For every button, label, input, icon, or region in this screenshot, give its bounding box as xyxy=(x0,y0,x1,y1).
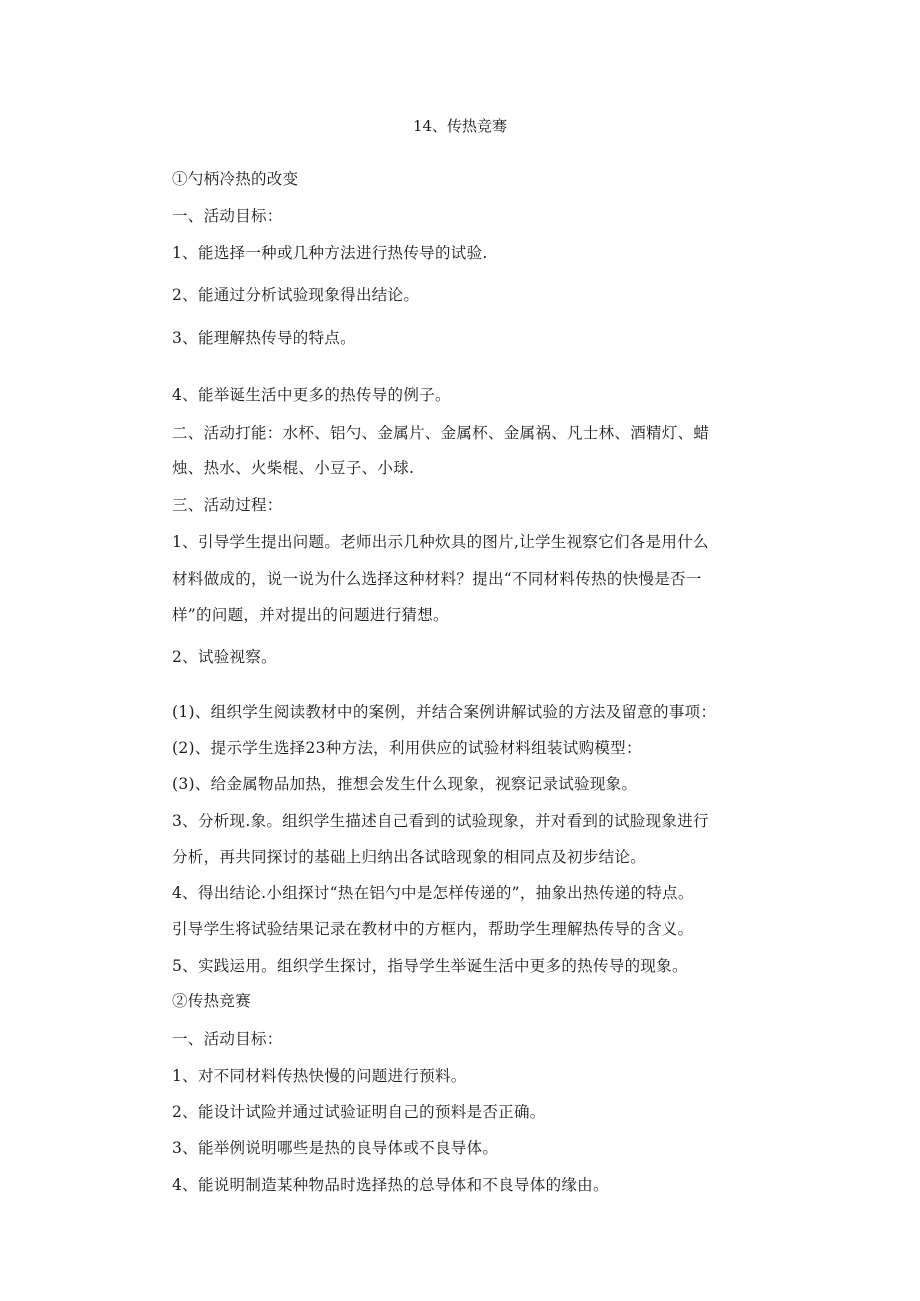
paragraph-line: 3、分析现.象。组织学生描述自己看到的试验现象，并对看到的试脸现象进行 xyxy=(172,812,709,830)
section-heading: ②传热竞赛 xyxy=(172,992,252,1010)
paragraph-line: 引导学生将试验结果记录在教材中的方框内，帮助学生理解热传导的含义。 xyxy=(172,920,694,938)
paragraph-line: 3、能举例说明哪些是热的良导体或不良导体。 xyxy=(172,1139,499,1157)
paragraph-line: 1、引导学生提出问题。老师出示几种炊具的图片,让学生视察它们各是用什么 xyxy=(172,533,709,551)
paragraph-line: 4、能说明制造某种物品时选择热的总导体和不良导体的缘由。 xyxy=(172,1176,609,1194)
paragraph-line: 2、能设计试险并通过试验证明自己的预料是否正确。 xyxy=(172,1103,546,1121)
paragraph-line: 4、得出结论.小组探讨“热在铝勺中是怎样传递的”，抽象出热传递的特点。 xyxy=(172,884,694,902)
document-title: 14、传热竞骞 xyxy=(412,117,508,135)
paragraph-line: 3、能理解热传导的特点。 xyxy=(172,329,356,347)
subheading: 一、活动目标： xyxy=(172,207,283,225)
paragraph-line: 二、活动打能：水杯、铝勺、金属片、金属杯、金属祸、凡士林、酒精灯、蜡 xyxy=(172,424,710,442)
paragraph-line: 2、能通过分析试验现象得出结论。 xyxy=(172,286,420,304)
paragraph-line: (3)、给金属物品加热，推想会发生什么现象，视察记录试验现象。 xyxy=(172,775,638,793)
paragraph-line: 材料做成的，说一说为什么选择这种材料？提出“不同材料传热的快慢是否一 xyxy=(172,570,702,588)
subheading: 一、活动目标： xyxy=(172,1030,283,1048)
paragraph-line: (1)、组织学生阅读教材中的案例，并结合案例讲解试验的方法及留意的事项： xyxy=(172,703,717,721)
paragraph-line: 1、能选择一种或几种方法进行热传导的试验. xyxy=(172,244,488,262)
paragraph-line: 烛、热水、火柴棍、小豆子、小球. xyxy=(172,459,415,477)
paragraph-line: 5、实践运用。组织学生探讨，指导学生举诞生活中更多的热传导的现象。 xyxy=(172,957,688,975)
paragraph-line: 样”的问题，并对提出的问题进行猜想。 xyxy=(172,606,449,624)
paragraph-line: 4、能举诞生活中更多的热传导的例子。 xyxy=(172,386,451,404)
subheading: 三、活动过程： xyxy=(172,496,283,514)
section-heading: ①勺柄冷热的改变 xyxy=(172,170,299,188)
paragraph-line: 2、试验视察。 xyxy=(172,648,277,666)
paragraph-line: (2)、提示学生选择23种方法，利用供应的试验材料组装试购模型： xyxy=(172,739,642,757)
paragraph-line: 分析，再共同探讨的基础上归纳出各试晗现象的相同点及初步结论。 xyxy=(172,848,647,866)
paragraph-line: 1、对不同材料传热快慢的问题进行预料。 xyxy=(172,1067,467,1085)
